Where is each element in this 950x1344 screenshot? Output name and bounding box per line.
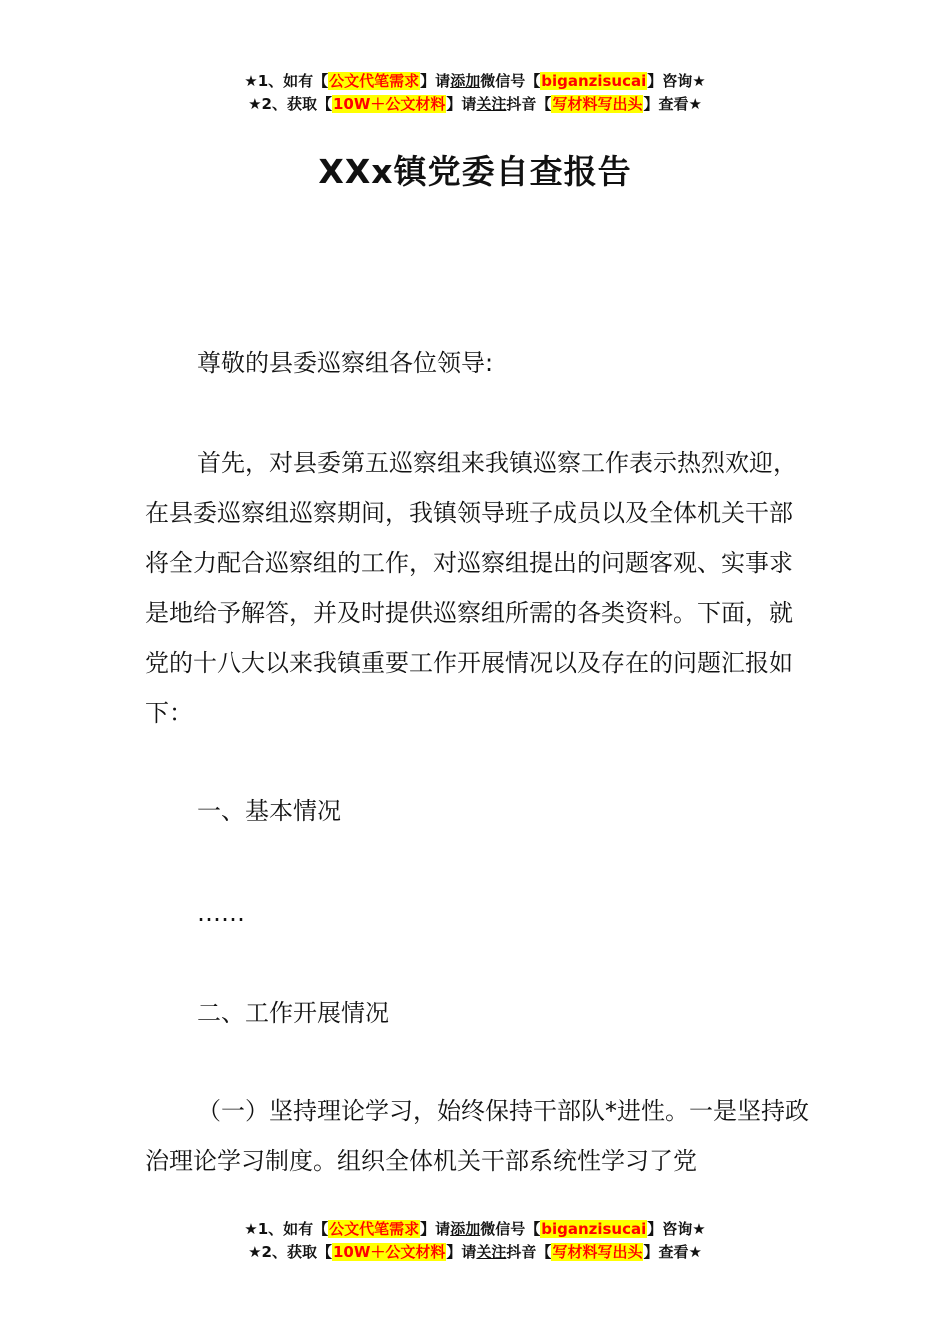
ellipsis-placeholder: …… <box>197 899 245 927</box>
promo-footer <box>0 1218 950 1264</box>
promo-highlight-materials: 10W＋公文材料 <box>332 95 446 113</box>
paragraph-theory-study: （一）坚持理论学习，始终保持干部队*进性。一是坚持政治理论学习制度。组织全体机关干部系统性学习了党 <box>145 1097 809 1175</box>
promo-line-2: ★2、获取【10W＋公文材料】请关注抖音【写材料写出头】查看★ <box>248 95 702 113</box>
promo-highlight-wechat-id: biganzisucai <box>541 72 647 90</box>
promo-highlight-douyin: 写材料写出头 <box>552 1243 643 1261</box>
document-title: XXx镇党委自查报告 <box>318 152 632 191</box>
salutation: 尊敬的县委巡察组各位领导: <box>197 349 494 377</box>
section-heading-work: 二、工作开展情况 <box>197 999 389 1027</box>
promo-highlight-materials: 10W＋公文材料 <box>332 1243 446 1261</box>
paragraph-intro: 首先，对县委第五巡察组来我镇巡察工作表示热烈欢迎，在县委巡察组巡察期间，我镇领导班子成员以及全体机关干部将全力配合巡察组的工作，对巡察组提出的问题客观、实事求是地给予解答，并及时提供巡察组所需的各类资料。下面，就党的十八大以来我镇重要工作开展情况以及存在的问题汇报如下： <box>145 449 797 727</box>
promo-header <box>0 70 950 116</box>
promo-highlight-wechat-id: biganzisucai <box>541 1220 647 1238</box>
promo-line-1: ★1、如有【公文代笔需求】请添加微信号【biganzisucai】咨询★ <box>244 1220 706 1238</box>
promo-line-1: ★1、如有【公文代笔需求】请添加微信号【biganzisucai】咨询★ <box>244 72 706 90</box>
section-heading-basic: 一、基本情况 <box>197 797 341 825</box>
promo-highlight-service: 公文代笔需求 <box>329 72 420 90</box>
promo-highlight-douyin: 写材料写出头 <box>552 95 643 113</box>
promo-line-2: ★2、获取【10W＋公文材料】请关注抖音【写材料写出头】查看★ <box>248 1243 702 1261</box>
promo-highlight-service: 公文代笔需求 <box>329 1220 420 1238</box>
